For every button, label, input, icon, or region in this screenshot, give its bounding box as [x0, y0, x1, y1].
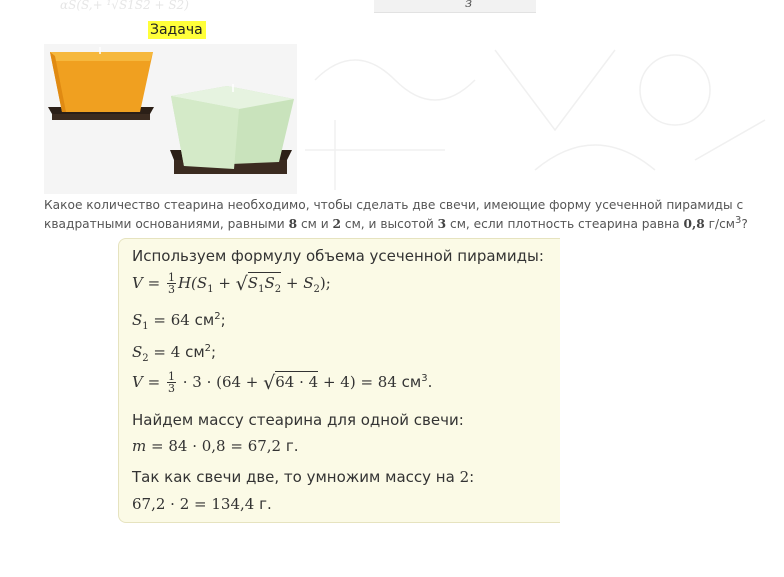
problem-text-c: см, и высотой — [341, 217, 438, 232]
top-bar-fragment: з — [465, 0, 473, 11]
total-mass: 67,2 · 2 = 134,4 г. — [132, 495, 272, 513]
problem-statement — [44, 197, 779, 232]
volume-formula: V = $\frac{1}{3}$ $H(S_1 + √S_1S_2 + S_2)$; — [132, 271, 331, 296]
s1-value: $S_1 = 64$ $см^2$; — [132, 311, 226, 332]
mass-calculation: m = 84 · 0,8 = 67,2 г. — [132, 437, 299, 455]
mass-intro: Найдем массу стеарина для одной свечи: — [132, 411, 464, 429]
problem-unit: г/см — [704, 217, 735, 232]
faint-background-formula: αS(S,+ ¹√S1S2 + S2) — [60, 0, 189, 12]
s2-value: $S_2 = 4$ $см^2$; — [132, 343, 217, 364]
problem-density: 0,8 — [683, 217, 705, 232]
problem-text-d: см, если плотность стеарина равна — [446, 217, 684, 232]
problem-base-a: 8 — [288, 217, 298, 232]
problem-text-a: квадратными основаниями, равными — [44, 217, 289, 232]
green-candle — [170, 84, 294, 174]
problem-text-b: см и — [297, 217, 333, 232]
fraction-one-third-calc: $\frac{1}{3}$ — [167, 370, 175, 395]
problem-text-line1: Какое количество стеарина необходимо, чтобы сделать две свечи, имеющие форму усеченной пирамиды с — [44, 198, 744, 212]
sqrt-s1s2: $√S_1S_2$ — [235, 273, 282, 295]
problem-height: 3 — [437, 217, 447, 232]
problem-base-b: 2 — [332, 217, 342, 232]
solution-box — [118, 238, 560, 523]
orange-candle — [48, 47, 154, 120]
task-title: Задача — [148, 21, 206, 39]
background-math-sketch — [295, 20, 775, 210]
fraction-one-third: $\frac{1}{3}$ — [167, 271, 175, 296]
candles-image — [44, 44, 297, 194]
solution-intro: Используем формулу объема усеченной пирамиды: — [132, 247, 544, 265]
top-toolbar-strip — [374, 0, 536, 13]
volume-calculation: V = $\frac{1}{3}$ · 3 · (64 + √64 · 4 + 4) = 84 $см^3$. — [132, 370, 433, 395]
sqrt-64-4: √64 · 4 — [263, 372, 319, 394]
two-candles-intro: Так как свечи две, то умножим массу на 2: — [132, 468, 475, 486]
candles-illustration — [44, 44, 297, 194]
problem-unit-exp: 3 — [735, 215, 742, 226]
problem-question-mark: ? — [741, 217, 748, 232]
